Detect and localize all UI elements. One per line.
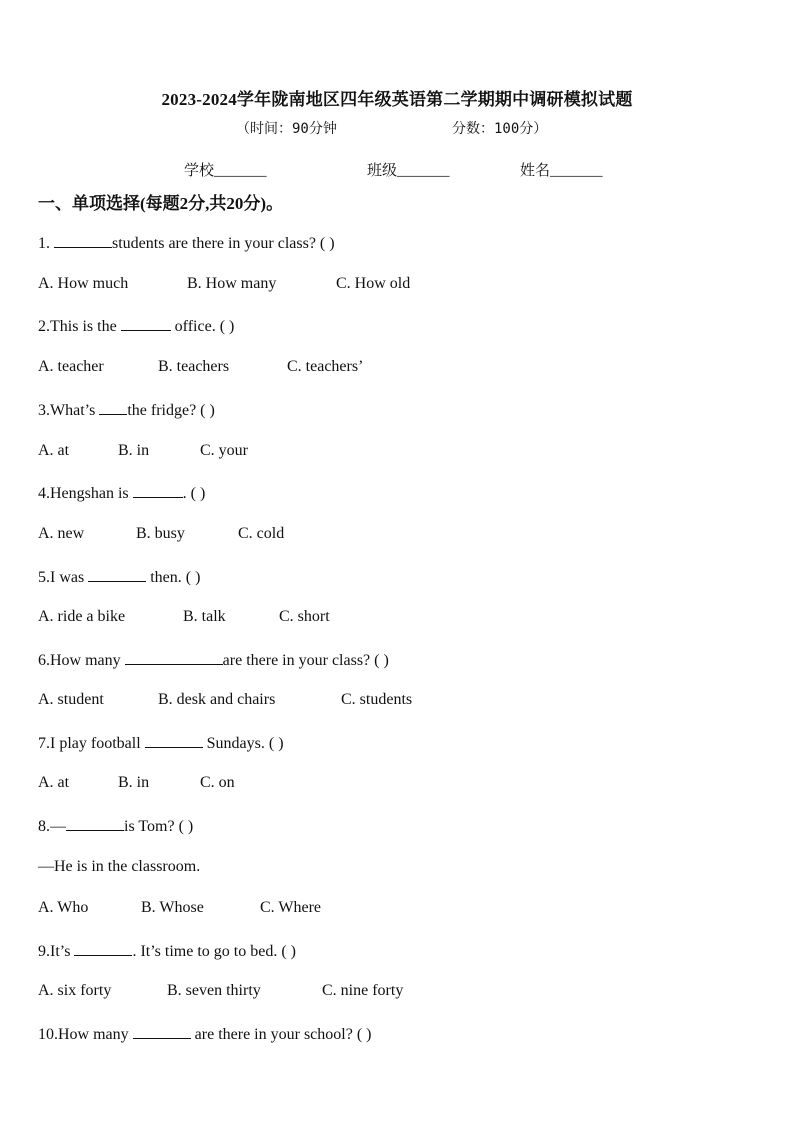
option-a: A. teacher <box>38 358 104 375</box>
question-stem: 8.— is Tom? ( ) <box>38 818 194 835</box>
question-stem: 3.What’s the fridge? ( ) <box>38 402 215 419</box>
question-stem: 4.Hengshan is . ( ) <box>38 485 206 502</box>
option-b: B. in <box>118 442 150 459</box>
option-c: C. How old <box>336 275 411 292</box>
class-field: 班级_______ <box>367 163 450 179</box>
question-stem: 7.I play football Sundays. ( ) <box>38 735 284 752</box>
question-stem: 10.How many are there in your school? ( ) <box>38 1026 372 1043</box>
time-info: （时间：90分钟 <box>236 121 337 137</box>
answer-blank <box>54 233 112 248</box>
option-c: C. students <box>341 691 413 708</box>
school-field: 学校_______ <box>184 163 267 179</box>
answer-blank <box>133 1024 191 1039</box>
option-c: C. nine forty <box>322 982 404 999</box>
score-info: 分数：100分） <box>452 121 548 137</box>
option-c: C. Where <box>260 899 322 916</box>
option-c: C. cold <box>238 525 285 542</box>
option-c: C. on <box>200 774 235 791</box>
answer-blank <box>74 941 132 956</box>
question-stem: 5.I was then. ( ) <box>38 569 201 586</box>
question-stem: 6.How many are there in your class? ( ) <box>38 652 389 669</box>
question-options <box>38 691 412 709</box>
answer-blank <box>88 567 146 582</box>
option-a: A. How much <box>38 275 129 292</box>
option-a: A. ride a bike <box>38 608 126 625</box>
question-options <box>38 358 363 376</box>
question-options <box>38 275 410 293</box>
option-b: B. desk and chairs <box>158 691 276 708</box>
answer-blank <box>145 733 203 748</box>
page-title: 2023-2024学年陇南地区四年级英语第二学期期中调研模拟试题 <box>161 90 633 109</box>
option-b: B. How many <box>187 275 277 292</box>
option-b: B. talk <box>183 608 226 625</box>
question-options <box>38 774 235 792</box>
option-c: C. your <box>200 442 248 459</box>
question-options <box>38 608 330 626</box>
question-options <box>38 899 321 917</box>
option-a: A. student <box>38 691 104 708</box>
option-b: B. in <box>118 774 150 791</box>
answer-blank <box>133 483 183 498</box>
option-a: A. new <box>38 525 85 542</box>
question-stem: 1. students are there in your class? ( ) <box>38 235 335 252</box>
question-options <box>38 525 284 543</box>
answer-blank <box>121 316 171 331</box>
option-a: A. Who <box>38 899 89 916</box>
answer-blank <box>125 650 223 665</box>
question-stem: 9.It’s . It’s time to go to bed. ( ) <box>38 943 296 960</box>
option-b: B. busy <box>136 525 185 542</box>
option-b: B. seven thirty <box>167 982 261 999</box>
answer-line: —He is in the classroom. <box>38 858 201 875</box>
answer-blank <box>99 400 127 415</box>
option-c: C. teachers’ <box>287 358 364 375</box>
question-stem: 2.This is the office. ( ) <box>38 318 235 335</box>
option-a: A. at <box>38 774 70 791</box>
option-a: A. six forty <box>38 982 112 999</box>
answer-blank <box>66 816 124 831</box>
question-options <box>38 982 403 1000</box>
option-c: C. short <box>279 608 330 625</box>
option-b: B. Whose <box>141 899 204 916</box>
option-b: B. teachers <box>158 358 230 375</box>
name-field: 姓名_______ <box>520 163 603 179</box>
question-options <box>38 442 248 460</box>
section-heading: 一、单项选择(每题2分,共20分)。 <box>38 194 284 213</box>
option-a: A. at <box>38 442 70 459</box>
